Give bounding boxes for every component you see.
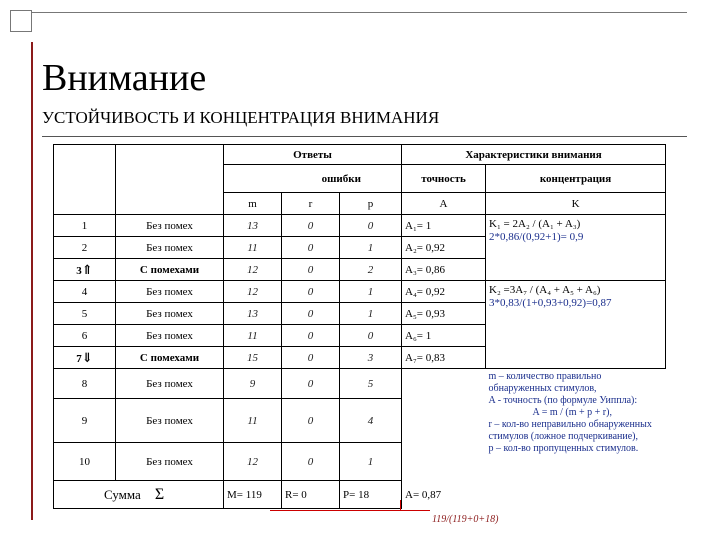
row-r: 0 [282, 325, 340, 347]
row-p: 3 [340, 347, 402, 369]
row-m: 11 [224, 399, 282, 443]
row-p: 0 [340, 215, 402, 237]
page-title: Внимание [42, 57, 207, 99]
row-condition: Без помех [116, 399, 224, 443]
row-accuracy: A₁= 1 [402, 215, 486, 237]
k2-calculation: 3*0,83/(1+0,93+0,92)=0,87 [489, 297, 612, 309]
m-header: m [224, 193, 282, 215]
row-r: 0 [282, 443, 340, 481]
row-m: 13 [224, 303, 282, 325]
legend-cell [486, 369, 666, 481]
sum-m: M= 119 [224, 481, 282, 509]
row-r: 0 [282, 347, 340, 369]
sum-r: R= 0 [282, 481, 340, 509]
sum-p: P= 18 [340, 481, 402, 509]
row-m: 11 [224, 325, 282, 347]
row-r: 0 [282, 237, 340, 259]
sum-blank [486, 481, 666, 509]
legend-m: m – количество правильно обнаруженных стимулов, [488, 371, 602, 394]
row-condition: Без помех [116, 325, 224, 347]
p-header: p [340, 193, 402, 215]
row-r: 0 [282, 281, 340, 303]
answers-header: Ответы [224, 145, 402, 165]
row-number: 1 [54, 215, 116, 237]
row-p: 2 [340, 259, 402, 281]
row-r: 0 [282, 399, 340, 443]
row-m: 12 [224, 281, 282, 303]
row-accuracy: A₇= 0,83 [402, 347, 486, 369]
row-number: 5 [54, 303, 116, 325]
row-p: 0 [340, 325, 402, 347]
a-header: A [402, 193, 486, 215]
sigma-icon: Σ [154, 485, 165, 503]
row-r: 0 [282, 259, 340, 281]
left-accent-bar [31, 42, 33, 520]
k2-cell [486, 281, 666, 369]
row-accuracy: A₄= 0,92 [402, 281, 486, 303]
row-m: 12 [224, 259, 282, 281]
decorative-square [10, 10, 32, 32]
row-m: 12 [224, 443, 282, 481]
row-condition: Без помех [116, 443, 224, 481]
row-condition: Без помех [116, 237, 224, 259]
accuracy-header: точность [402, 165, 486, 193]
legend-a-formula: A = m / (m + p + r), [532, 407, 612, 418]
attention-table [53, 144, 666, 509]
row-p: 5 [340, 369, 402, 399]
row-number: 7 [76, 352, 82, 365]
row-condition: С помехами [116, 347, 224, 369]
legend-p: p – кол-во пропущенных стимулов. [488, 443, 639, 454]
row-m: 13 [224, 215, 282, 237]
header-row-1 [54, 145, 666, 165]
sum-a: A= 0,87 [405, 488, 442, 501]
row-number: 9 [54, 399, 116, 443]
row-number: 4 [54, 281, 116, 303]
arrow-down-icon: ⇓ [81, 349, 93, 365]
table-row [54, 215, 666, 237]
row-number: 2 [54, 237, 116, 259]
characteristics-header: Характеристики внимания [402, 145, 666, 165]
row-condition: Без помех [116, 369, 224, 399]
row-number: 10 [54, 443, 116, 481]
row-condition: С помехами [116, 259, 224, 281]
accuracy-calculation: 119/(119+0+18) [432, 514, 499, 525]
row-condition: Без помех [116, 303, 224, 325]
row-accuracy: A₆= 1 [402, 325, 486, 347]
row-accuracy [402, 399, 486, 443]
condition-header [116, 145, 224, 215]
row-m: 9 [224, 369, 282, 399]
connector-line [270, 500, 401, 511]
k-header: K [486, 193, 666, 215]
row-p: 1 [340, 281, 402, 303]
row-number: 8 [54, 369, 116, 399]
table-row [54, 281, 666, 303]
row-condition: Без помех [116, 281, 224, 303]
blank-header-cell [224, 165, 282, 193]
corner-cell [54, 145, 116, 215]
row-number-cell [54, 259, 116, 281]
legend-r: r – кол-во неправильно обнаруженных стимулов (ложное подчеркивание), [488, 419, 652, 442]
sum-label-cell [54, 481, 224, 509]
row-p: 1 [340, 443, 402, 481]
connector-arrow [400, 510, 430, 511]
row-number: 6 [54, 325, 116, 347]
sum-label: Сумма [104, 486, 141, 502]
k1-calculation: 2*0,86/(0,92+1)= 0,9 [489, 231, 584, 243]
k2-formula: K₂ =3A₇ / (A₄ + A₅ + A₆) [489, 284, 601, 296]
concentration-header: концентрация [486, 165, 666, 193]
arrow-up-icon: ⇑ [81, 261, 93, 277]
row-m: 15 [224, 347, 282, 369]
row-accuracy [402, 443, 486, 481]
row-r: 0 [282, 303, 340, 325]
errors-header: ошибки [282, 165, 402, 193]
row-p: 1 [340, 237, 402, 259]
top-decor-line [31, 12, 687, 13]
row-accuracy [402, 369, 486, 399]
legend-a: A - точность (по формуле Уиппла): [488, 395, 638, 406]
row-accuracy: A₅= 0,93 [402, 303, 486, 325]
table-row [54, 369, 666, 399]
row-number: 3 [76, 264, 82, 277]
row-m: 11 [224, 237, 282, 259]
k1-formula: K₁ = 2A₂ / (A₁ + A₃) [489, 218, 581, 230]
row-accuracy: A₃= 0,86 [402, 259, 486, 281]
title-divider [42, 136, 687, 137]
page-subtitle: УСТОЙЧИВОСТЬ И КОНЦЕНТРАЦИЯ ВНИМАНИЯ [42, 108, 440, 127]
row-number-cell [54, 347, 116, 369]
row-r: 0 [282, 369, 340, 399]
row-p: 4 [340, 399, 402, 443]
row-condition: Без помех [116, 215, 224, 237]
row-r: 0 [282, 215, 340, 237]
row-p: 1 [340, 303, 402, 325]
row-accuracy: A₂= 0,92 [402, 237, 486, 259]
k1-cell [486, 215, 666, 281]
r-header: r [282, 193, 340, 215]
